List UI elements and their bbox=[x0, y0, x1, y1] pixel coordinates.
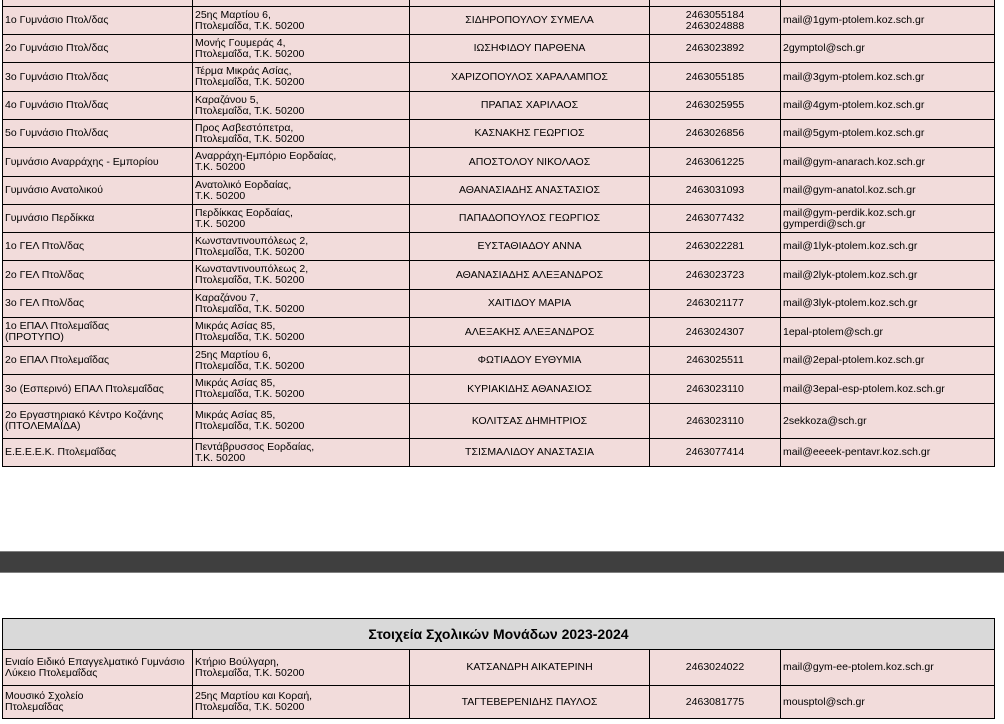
school-name-cell: Γυμνάσιο Ανατολικού bbox=[3, 177, 193, 205]
email-line[interactable]: mail@5gym-ptolem.koz.sch.gr bbox=[783, 127, 925, 139]
email-line[interactable]: mail@gym-ee-ptolem.koz.sch.gr bbox=[783, 661, 934, 673]
email-cell bbox=[781, 7, 995, 35]
director-cell: ΚΥΡΙΑΚΙΔΗΣ ΑΘΑΝΑΣΙΟΣ bbox=[410, 375, 650, 404]
email-line[interactable]: mail@2lyk-ptolem.koz.sch.gr bbox=[783, 268, 918, 281]
phone-line: 2463023892 bbox=[685, 42, 745, 54]
address-cell bbox=[193, 233, 410, 261]
address-line: Πτολεμαΐδα, Τ.Κ. 50200 bbox=[195, 132, 305, 145]
director-cell: ΕΥΣΤΑΘΙΑΔΟΥ ΑΝΝΑ bbox=[410, 233, 650, 261]
director-cell: ΤΑΓΤΕΒΕΡΕΝΙΔΗΣ ΠΑΥΛΟΣ bbox=[410, 686, 650, 719]
email-cell bbox=[781, 261, 995, 290]
school-line: 1ο ΕΠΑΛ Πτολεμαΐδας bbox=[5, 320, 110, 332]
school-line: (ΠΡΟΤΥΠΟ) bbox=[5, 331, 64, 343]
address-line: Περδίκκας Εορδαίας, bbox=[195, 206, 293, 219]
email-cell bbox=[781, 650, 995, 686]
table-row bbox=[3, 439, 995, 467]
address-line: Μικράς Ασίας 85, bbox=[195, 409, 276, 421]
school-name-cell: 4ο Γυμνάσιο Πτολ/δας bbox=[3, 92, 193, 120]
email-cell bbox=[781, 92, 995, 120]
address-line: Πτολεμαΐδα, Τ.Κ. 50200 bbox=[195, 302, 305, 315]
email-line[interactable]: mail@4gym-ptolem.koz.sch.gr bbox=[783, 99, 925, 111]
school-name-cell: Γυμνάσιο Περδίκκα bbox=[3, 205, 193, 233]
phone-line: 2463024307 bbox=[685, 325, 745, 338]
address-line: Πτολεμαΐδα, Τ.Κ. 50200 bbox=[195, 245, 305, 258]
address-cell bbox=[193, 148, 410, 177]
email-cell bbox=[781, 404, 995, 439]
director-cell: ΠΡΑΠΑΣ ΧΑΡΙΛΑΟΣ bbox=[410, 92, 650, 120]
address-line: Πεντάβρυσσος Εορδαίας, bbox=[195, 440, 315, 453]
school-line: (ΠΤΟΛΕΜΑΪΔΑ) bbox=[5, 420, 81, 432]
email-cell bbox=[781, 205, 995, 233]
address-line: Πτολεμαΐδα, Τ.Κ. 50200 bbox=[195, 274, 305, 286]
phone-line: 2463024888 bbox=[685, 19, 745, 32]
table-title: Στοιχεία Σχολικών Μονάδων 2023-2024 bbox=[3, 619, 995, 650]
email-cell bbox=[781, 120, 995, 148]
table-row bbox=[3, 120, 995, 148]
address-line: 25ης Μαρτίου και Κοραή, bbox=[195, 690, 313, 702]
phone-cell bbox=[650, 63, 781, 92]
address-cell bbox=[193, 650, 410, 686]
school-table-top bbox=[2, 0, 995, 467]
email-line[interactable]: mail@3epal-esp-ptolem.koz.sch.gr bbox=[783, 382, 945, 395]
phone-line: 2463025511 bbox=[686, 354, 744, 366]
table-row bbox=[3, 148, 995, 177]
address-line: Τ.Κ. 50200 bbox=[195, 189, 246, 202]
address-cell bbox=[193, 404, 410, 439]
email-cell bbox=[781, 148, 995, 177]
table-row bbox=[3, 686, 995, 719]
school-line: Λύκειο Πτολεμαΐδας bbox=[5, 666, 98, 679]
school-name-cell: 3ο ΓΕΛ Πτολ/δας bbox=[3, 290, 193, 318]
address-line: Πτολεμαΐδα, Τ.Κ. 50200 bbox=[195, 19, 305, 32]
email-cell bbox=[781, 439, 995, 467]
director-cell: ΤΣΙΣΜΑΛΙΔΟΥ ΑΝΑΣΤΑΣΙΑ bbox=[410, 439, 650, 467]
phone-cell bbox=[650, 439, 781, 467]
address-cell bbox=[193, 7, 410, 35]
phone-cell bbox=[650, 35, 781, 63]
email-line[interactable]: mail@2epal-ptolem.koz.sch.gr bbox=[783, 354, 925, 366]
director-cell: ΙΩΣΗΦΙΔΟΥ ΠΑΡΘΕΝΑ bbox=[410, 35, 650, 63]
phone-cell bbox=[650, 290, 781, 318]
address-line: 25ης Μαρτίου 6, bbox=[195, 348, 271, 361]
email-line[interactable]: mail@1gym-ptolem.koz.sch.gr bbox=[783, 14, 925, 26]
director-cell: ΧΑΙΤΙΔΟΥ ΜΑΡΙΑ bbox=[410, 290, 650, 318]
school-line: Ενιαίο Ειδικό Επαγγελματικό Γυμνάσιο bbox=[5, 655, 185, 668]
address-cell bbox=[193, 290, 410, 318]
address-line: Τ.Κ. 50200 bbox=[195, 451, 246, 464]
address-line: Πτολεμαΐδα, Τ.Κ. 50200 bbox=[195, 701, 305, 713]
director-cell: ΣΙΔΗΡΟΠΟΥΛΟΥ ΣΥΜΕΛΑ bbox=[410, 7, 650, 35]
email-line[interactable]: mousptol@sch.gr bbox=[783, 695, 865, 708]
address-line: Κωνσταντινουπόλεως 2, bbox=[195, 234, 309, 247]
table-title-row bbox=[3, 619, 995, 650]
email-line[interactable]: mail@eeeek-pentavr.koz.sch.gr bbox=[783, 446, 931, 458]
phone-line: 2463031093 bbox=[685, 184, 745, 196]
school-name-cell: 2ο ΕΠΑΛ Πτολεμαΐδας bbox=[3, 347, 193, 375]
school-name-cell: 2ο ΓΕΛ Πτολ/δας bbox=[3, 261, 193, 290]
address-line: Μονής Γουμεράς 4, bbox=[195, 36, 286, 49]
email-cell bbox=[781, 233, 995, 261]
address-line: Αναρράχη-Εμπόριο Εορδαίας, bbox=[195, 150, 337, 162]
address-line: Πτολεμαΐδα, Τ.Κ. 50200 bbox=[195, 104, 305, 117]
phone-cell bbox=[650, 205, 781, 233]
phone-cell bbox=[650, 347, 781, 375]
phone-cell bbox=[650, 686, 781, 719]
director-cell: ΦΩΤΙΑΔΟΥ ΕΥΘΥΜΙΑ bbox=[410, 347, 650, 375]
table-row bbox=[3, 63, 995, 92]
table-row bbox=[3, 261, 995, 290]
school-line: Μουσικό Σχολείο bbox=[5, 690, 84, 702]
address-line: Προς Ασβεστόπετρα, bbox=[195, 121, 294, 134]
table-row bbox=[3, 177, 995, 205]
email-line[interactable]: 1epal-ptolem@sch.gr bbox=[783, 325, 883, 338]
phone-cell bbox=[650, 148, 781, 177]
email-cell bbox=[781, 290, 995, 318]
address-line: Καραζάνου 5, bbox=[195, 93, 259, 106]
table-row bbox=[3, 92, 995, 120]
director-cell: ΧΑΡΙΖΟΠΟΥΛΟΣ ΧΑΡΑΛΑΜΠΟΣ bbox=[410, 63, 650, 92]
school-name-cell: Γυμνάσιο Αναρράχης - Εμπορίου bbox=[3, 148, 193, 177]
director-cell: ΑΘΑΝΑΣΙΑΔΗΣ ΑΛΕΞΑΝΔΡΟΣ bbox=[410, 261, 650, 290]
table-row bbox=[3, 347, 995, 375]
address-line: Πτολεμαΐδα, Τ.Κ. 50200 bbox=[195, 331, 305, 343]
phone-cell bbox=[650, 7, 781, 35]
email-line[interactable]: mail@3lyk-ptolem.koz.sch.gr bbox=[783, 297, 918, 309]
address-cell bbox=[193, 439, 410, 467]
phone-cell bbox=[650, 404, 781, 439]
table-row bbox=[3, 290, 995, 318]
address-cell bbox=[193, 375, 410, 404]
email-cell bbox=[781, 177, 995, 205]
email-cell bbox=[781, 375, 995, 404]
table-row bbox=[3, 650, 995, 686]
phone-line: 2463026856 bbox=[685, 127, 745, 139]
director-cell: ΚΑΤΣΑΝΔΡΗ ΑΙΚΑΤΕΡΙΝΗ bbox=[410, 650, 650, 686]
email-line[interactable]: mail@gym-anarach.koz.sch.gr bbox=[783, 155, 925, 168]
address-cell bbox=[193, 686, 410, 719]
address-line: Τ.Κ. 50200 bbox=[195, 217, 246, 230]
school-name-cell: 5ο Γυμνάσιο Πτολ/δας bbox=[3, 120, 193, 148]
director-cell: ΚΑΣΝΑΚΗΣ ΓΕΩΡΓΙΟΣ bbox=[410, 120, 650, 148]
director-cell: ΑΘΑΝΑΣΙΑΔΗΣ ΑΝΑΣΤΑΣΙΟΣ bbox=[410, 177, 650, 205]
email-cell bbox=[781, 686, 995, 719]
email-cell bbox=[781, 318, 995, 347]
address-line: Κτήριο Βούλγαρη, bbox=[195, 655, 279, 668]
address-line: Καραζάνου 7, bbox=[195, 291, 259, 304]
school-name-cell: Ε.Ε.Ε.Ε.Κ. Πτολεμαΐδας bbox=[3, 439, 193, 467]
school-name-cell bbox=[3, 404, 193, 439]
school-name-cell: 3ο (Εσπερινό) ΕΠΑΛ Πτολεμαΐδας bbox=[3, 375, 193, 404]
address-cell bbox=[193, 63, 410, 92]
phone-cell bbox=[650, 92, 781, 120]
school-name-cell bbox=[3, 318, 193, 347]
school-name-cell: 1ο ΓΕΛ Πτολ/δας bbox=[3, 233, 193, 261]
phone-cell bbox=[650, 318, 781, 347]
address-cell bbox=[193, 205, 410, 233]
email-line[interactable]: 2gymptol@sch.gr bbox=[783, 42, 865, 54]
director-cell: ΠΑΠΑΔΟΠΟΥΛΟΣ ΓΕΩΡΓΙΟΣ bbox=[410, 205, 650, 233]
table-row bbox=[3, 205, 995, 233]
address-line: Πτολεμαΐδα, Τ.Κ. 50200 bbox=[195, 47, 305, 60]
phone-cell bbox=[650, 261, 781, 290]
address-line: Μικράς Ασίας 85, bbox=[195, 320, 276, 332]
school-table-bottom-body bbox=[3, 619, 995, 719]
phone-line: 2463023723 bbox=[685, 268, 745, 281]
phone-cell bbox=[650, 233, 781, 261]
phone-line: 2463024022 bbox=[685, 661, 745, 673]
school-line: 2ο Εργαστηριακό Κέντρο Κοζάνης bbox=[5, 409, 164, 421]
phone-line: 2463077414 bbox=[685, 446, 745, 458]
address-cell bbox=[193, 35, 410, 63]
page-separator-bar bbox=[0, 551, 1004, 573]
email-line[interactable]: mail@gym-perdik.koz.sch.gr bbox=[783, 206, 916, 219]
table-row bbox=[3, 404, 995, 439]
table-row bbox=[3, 7, 995, 35]
school-name-cell: 2ο Γυμνάσιο Πτολ/δας bbox=[3, 35, 193, 63]
address-line: Πτολεμαΐδα, Τ.Κ. 50200 bbox=[195, 666, 305, 679]
address-cell bbox=[193, 177, 410, 205]
phone-line: 2463025955 bbox=[685, 99, 745, 111]
phone-cell bbox=[650, 177, 781, 205]
phone-line: 2463055185 bbox=[685, 70, 745, 83]
email-line[interactable]: 2sekkoza@sch.gr bbox=[783, 414, 867, 427]
table-row bbox=[3, 35, 995, 63]
school-name-cell: 3ο Γυμνάσιο Πτολ/δας bbox=[3, 63, 193, 92]
address-line: Πτολεμαΐδα, Τ.Κ. 50200 bbox=[195, 420, 305, 432]
email-cell bbox=[781, 35, 995, 63]
phone-cell bbox=[650, 120, 781, 148]
phone-cell bbox=[650, 650, 781, 686]
phone-line: 2463061225 bbox=[685, 155, 745, 168]
phone-line: 2463021177 bbox=[686, 297, 744, 309]
phone-line: 2463023110 bbox=[686, 414, 744, 427]
phone-line: 2463055184 bbox=[685, 8, 745, 21]
address-line: Πτολεμαΐδα, Τ.Κ. 50200 bbox=[195, 388, 305, 400]
school-table-top-body bbox=[3, 0, 995, 467]
phone-line: 2463081775 bbox=[685, 695, 745, 708]
address-line: Πτολεμαΐδα, Τ.Κ. 50200 bbox=[195, 359, 305, 372]
phone-line: 2463023110 bbox=[686, 382, 744, 395]
school-name-cell bbox=[3, 650, 193, 686]
school-name-cell: 1ο Γυμνάσιο Πτολ/δας bbox=[3, 7, 193, 35]
email-line[interactable]: mail@gym-anatol.koz.sch.gr bbox=[783, 184, 916, 196]
address-line: Πτολεμαΐδα, Τ.Κ. 50200 bbox=[195, 76, 305, 88]
phone-line: 2463077432 bbox=[685, 212, 745, 224]
phone-line: 2463022281 bbox=[685, 240, 745, 252]
address-line: Τέρμα Μικράς Ασίας, bbox=[195, 65, 292, 77]
email-line[interactable]: mail@3gym-ptolem.koz.sch.gr bbox=[783, 70, 925, 83]
table-row bbox=[3, 375, 995, 404]
director-cell: ΑΠΟΣΤΟΛΟΥ ΝΙΚΟΛΑΟΣ bbox=[410, 148, 650, 177]
address-cell bbox=[193, 261, 410, 290]
school-table-bottom bbox=[2, 618, 995, 719]
director-cell: ΚΟΛΙΤΣΑΣ ΔΗΜΗΤΡΙΟΣ bbox=[410, 404, 650, 439]
school-name-cell bbox=[3, 686, 193, 719]
email-cell bbox=[781, 347, 995, 375]
email-line[interactable]: gymperdi@sch.gr bbox=[783, 217, 866, 230]
email-line[interactable]: mail@1lyk-ptolem.koz.sch.gr bbox=[783, 240, 918, 252]
table-row bbox=[3, 318, 995, 347]
email-cell bbox=[781, 63, 995, 92]
director-cell: ΑΛΕΞΑΚΗΣ ΑΛΕΞΑΝΔΡΟΣ bbox=[410, 318, 650, 347]
address-line: Τ.Κ. 50200 bbox=[195, 161, 246, 173]
address-line: Κωνσταντινουπόλεως 2, bbox=[195, 263, 309, 275]
address-cell bbox=[193, 347, 410, 375]
address-cell bbox=[193, 318, 410, 347]
phone-cell bbox=[650, 375, 781, 404]
table-row bbox=[3, 233, 995, 261]
address-cell bbox=[193, 120, 410, 148]
address-line: 25ης Μαρτίου 6, bbox=[195, 8, 271, 21]
school-line: Πτολεμαΐδας bbox=[5, 701, 64, 713]
address-cell bbox=[193, 92, 410, 120]
address-line: Μικράς Ασίας 85, bbox=[195, 377, 276, 389]
address-line: Ανατολικό Εορδαίας, bbox=[195, 178, 292, 191]
